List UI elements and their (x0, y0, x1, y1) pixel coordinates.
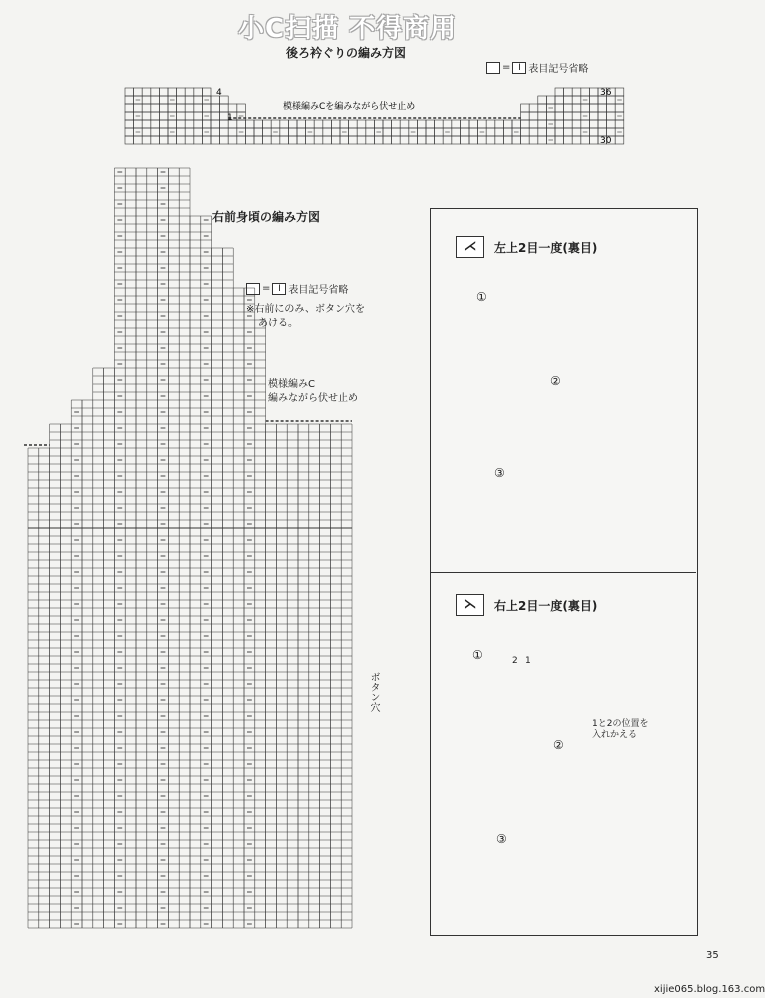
step-note-1: 1と2の位置を (592, 719, 649, 729)
back-row-4: 4 (216, 88, 222, 98)
buttonhole-note-2: あける。 (258, 318, 298, 329)
knit-illustration-4 (484, 654, 594, 720)
panel-1-step-2: ② (550, 374, 561, 388)
buttonhole-label: ボタン穴 (368, 672, 379, 712)
panel-2-step-3: ③ (496, 832, 507, 846)
key-eq: = (262, 283, 271, 294)
purl-box-icon (486, 62, 500, 74)
panel-divider (430, 572, 696, 573)
right-decrease-icon: ⋋ (456, 594, 484, 616)
back-neck-note: 模様編みCを編みながら伏せ止め (283, 102, 416, 112)
knit-symbol-icon: I (512, 62, 526, 74)
knit-illustration-5 (566, 742, 676, 808)
knit-illustration-3 (506, 472, 616, 538)
stitch-num-2: 2 (512, 656, 518, 666)
panel-2-title (456, 594, 597, 616)
page-number: 35 (706, 950, 719, 961)
back-neck-title: 後ろ衿ぐりの編み方図 (286, 46, 407, 60)
panel-2-step-2: ② (553, 738, 564, 752)
key-label: 表目記号省略 (528, 64, 589, 75)
panel-1-title (456, 236, 597, 258)
knit-illustration-2 (570, 378, 680, 444)
bindoff-note-2: 編みながら伏せ止め (268, 393, 358, 404)
back-neck-chart (100, 80, 630, 155)
panel-1-step-3: ③ (494, 466, 505, 480)
knit-illustration-1 (486, 292, 596, 358)
back-row-30: 30 (600, 136, 612, 146)
left-decrease-icon: ⋌ (456, 236, 484, 258)
footer-url: xijie065.blog.163.com (654, 984, 765, 995)
panel-1-label: 左上2目一度(裏目) (494, 240, 598, 255)
front-title: 右前身頃の編み方図 (212, 210, 321, 224)
step-note-2: 入れかえる (592, 730, 638, 740)
key-eq: = (502, 62, 511, 73)
panel-1-step-1: ① (476, 290, 487, 304)
bindoff-note-1: 模様編みC (268, 379, 315, 390)
watermark: 小C扫描 不得商用 (238, 14, 458, 44)
panel-2-label: 右上2目一度(裏目) (494, 598, 598, 613)
stitch-num-1: 1 (525, 656, 531, 666)
knit-illustration-6 (510, 836, 620, 902)
back-row-1: 1 (227, 113, 233, 123)
buttonhole-note-1: ※右前にのみ、ボタン穴を (246, 304, 365, 315)
knit-symbol-icon: I (272, 283, 286, 295)
panel-2-step-1: ① (472, 648, 483, 662)
back-neck-key (486, 60, 588, 75)
key-label: 表目記号省略 (288, 285, 349, 296)
back-row-36: 36 (600, 88, 612, 98)
front-chart (0, 170, 420, 950)
